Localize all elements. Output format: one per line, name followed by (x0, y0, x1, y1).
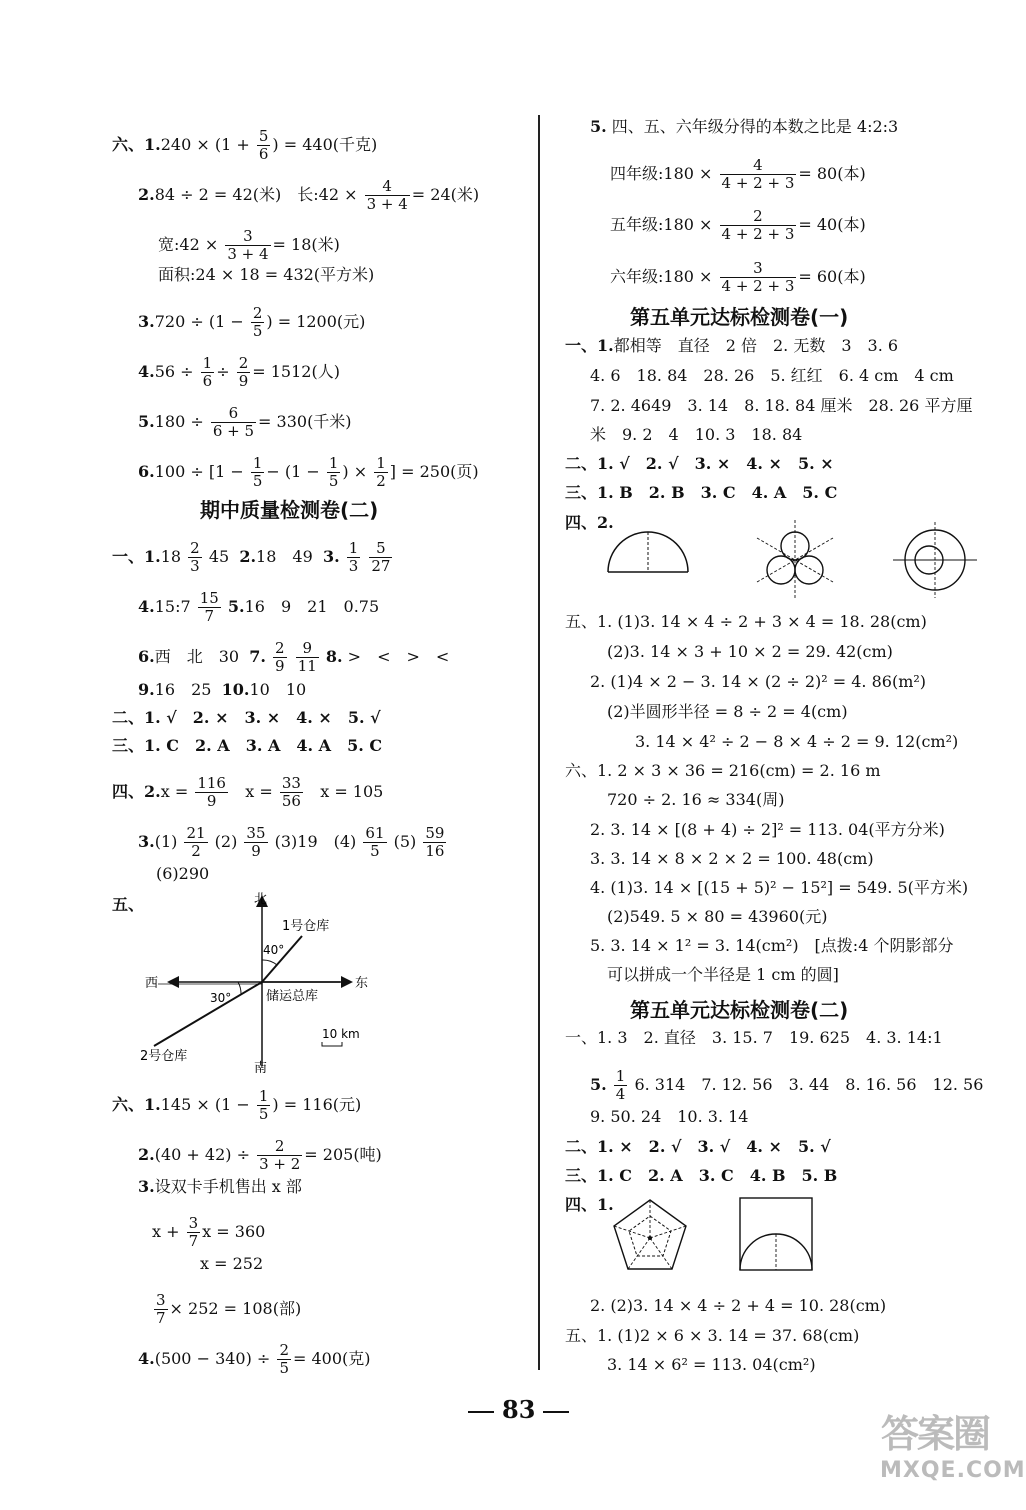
equation-line-2: x = 252 (200, 1254, 264, 1273)
unit5-1-wu2: 2. (1)4 × 2 − 3. 14 × (2 ÷ 2)² = 4. 86(m²) (590, 672, 927, 691)
fraction: $\frac{9}{11}$ (297, 639, 317, 675)
fraction: $\frac{1}{2}$ (376, 454, 386, 490)
unit5-1-liu2: 2. 3. 14 × [(8 + 4) ÷ 2]² = 113. 04(平方分米) (590, 820, 945, 839)
unit5-1-q7: 7. 2. 4649 3. 14 8. 18. 84 厘米 28. 26 平方厘 (590, 396, 973, 415)
answer-r5: 5. 四、五、六年级分得的本数之比是 4:2:3 (590, 117, 899, 136)
unit5-1-liu4: 4. (1)3. 14 × [(15 + 5)² − 15²] = 549. 5(平方米) (590, 878, 969, 897)
angle-30-label: 30° (210, 991, 232, 1005)
answer-1-1: 一、1.18 $\frac{2}{3}$ 45 2.18 49 3. $\frac{1}{3}$ $\frac{5}{27}$ (112, 539, 391, 575)
scale-bar (322, 1042, 342, 1046)
unit5-2-q1: 一、1. 3 2. 直径 3. 15. 7 19. 625 4. 3. 14:1 (565, 1028, 943, 1047)
fraction: $\frac{5}{27}$ (371, 539, 391, 575)
answer-1-6: 6.西 北 30 7. $\frac{2}{9}$ $\frac{9}{11}$ 8. > < > < (138, 639, 450, 675)
unit5-1-q1: 一、1.都相等 直径 2 倍 2. 无数 3 3. 6 (565, 336, 899, 355)
unit5-1-wu2c: 3. 14 × 4² ÷ 2 − 8 × 4 ÷ 2 = 9. 12(cm²) (635, 732, 959, 751)
east-label: 东 (355, 976, 369, 991)
fraction: $\frac{1}{5}$ (328, 454, 339, 490)
angle-40-label: 40° (263, 943, 285, 957)
unit5-1-section4: 四、2. (565, 513, 614, 532)
unit5-2-q9: 9. 50. 24 10. 3. 14 (590, 1107, 749, 1126)
pentagon-star-figure (614, 1200, 686, 1269)
fraction: $\frac{2}{5}$ (279, 1341, 289, 1377)
direction-map-diagram (140, 888, 380, 1076)
unit5-2-wu1b: 3. 14 × 6² = 113. 04(cm²) (607, 1355, 816, 1374)
unit5-2-q5: 5. $\frac{1}{4}$ 6. 314 7. 12. 56 3. 44 8. 16. 56 12. 56 (590, 1067, 984, 1103)
answer-4-3-6: (6)290 (156, 864, 210, 883)
answer-4-3: 3.(1) $\frac{21}{2}$ (2) $\frac{35}{9}$ (3)19 (4) $\frac{61}{5}$ (5) $\frac{59}{16}$ (138, 824, 445, 860)
fraction: $\frac{6}{6 + 5}$ (212, 404, 255, 440)
unit5-1-wu1: 五、1. (1)3. 14 × 4 ÷ 2 + 3 × 4 = 18. 28(cm) (565, 612, 927, 631)
answer-6-4b: 4.(500 − 340) ÷ $\frac{2}{5}$ = 400(克) (138, 1341, 371, 1377)
answer-6-4: 4.56 ÷ $\frac{1}{6}$ ÷ $\frac{2}{9}$ = 1512(人) (138, 354, 340, 390)
section-heading-unit5-2: 第五单元达标检测卷(二) (630, 998, 849, 1022)
fraction: $\frac{3}{3 + 4}$ (227, 227, 269, 263)
unit5-1-liu5b: 可以拼成一个半径是 1 cm 的圆] (607, 965, 839, 984)
section-heading-midterm: 期中质量检测卷(二) (200, 498, 379, 522)
fraction: $\frac{33}{56}$ (281, 774, 301, 810)
answer-6-1: 六、1.240 × (1 + $\frac{5}{6}$ ) = 440(千克) (112, 127, 378, 163)
concentric-circles-figure (893, 522, 977, 598)
fraction: $\frac{1}{5}$ (252, 454, 263, 490)
answer-2-judgement: 二、1. √ 2. × 3. × 4. × 5. √ (112, 708, 381, 727)
equation-line-3: $\frac{3}{7}$ × 252 = 108(部) (156, 1291, 302, 1327)
unit5-1-liu1b: 720 ÷ 2. 16 ≈ 334(周) (607, 790, 785, 809)
fraction: $\frac{2}{9}$ (238, 354, 249, 390)
section-5-label: 五、 (112, 895, 145, 914)
unit5-2-section4: 四、1. (565, 1195, 614, 1214)
fraction: $\frac{21}{2}$ (186, 824, 206, 860)
fraction: $\frac{1}{6}$ (202, 354, 213, 390)
column-divider (538, 115, 540, 1370)
fraction: $\frac{2}{9}$ (275, 639, 285, 675)
west-label: 西 (145, 976, 159, 991)
unit5-1-q8-cont: 米 9. 2 4 10. 3 18. 84 (590, 425, 803, 444)
grade4-calc: 四年级:180 × $\frac{4}{4 + 2 + 3}$ = 80(本) (610, 156, 866, 192)
answer-1-4: 4.15:7 $\frac{15}{7}$ 5.16 9 21 0.75 (138, 589, 380, 625)
answer-6-3b: 3.设双卡手机售出 x 部 (138, 1177, 302, 1196)
route-warehouse-2 (154, 982, 262, 1046)
unit5-2-si2: 2. (2)3. 14 × 4 ÷ 2 + 4 = 10. 28(cm) (590, 1296, 887, 1315)
section-heading-unit5-1: 第五单元达标检测卷(一) (630, 305, 849, 329)
fraction: $\frac{5}{6}$ (258, 127, 269, 163)
unit5-1-liu3: 3. 3. 14 × 8 × 2 × 2 = 100. 48(cm) (590, 849, 874, 868)
unit5-1-wu1b: (2)3. 14 × 3 + 10 × 2 = 29. 42(cm) (607, 642, 893, 661)
fraction: $\frac{1}{4}$ (615, 1067, 626, 1103)
fraction: $\frac{2}{5}$ (252, 304, 263, 340)
fraction: $\frac{116}{9}$ (197, 774, 226, 810)
fraction: $\frac{4}{3 + 4}$ (366, 177, 408, 213)
fraction: $\frac{61}{5}$ (365, 824, 385, 860)
unit5-1-liu4b: (2)549. 5 × 80 = 43960(元) (607, 907, 828, 926)
fraction: $\frac{3}{4 + 2 + 3}$ (721, 259, 795, 295)
answer-3-choice: 三、1. C 2. A 3. A 4. A 5. C (112, 736, 383, 755)
unit5-1-wu2b: (2)半圆形半径 = 8 ÷ 2 = 4(cm) (607, 702, 848, 721)
rectangle-semicircle-figure (740, 1198, 812, 1270)
unit5-2-wu1: 五、1. (1)2 × 6 × 3. 14 = 37. 68(cm) (565, 1326, 860, 1345)
fraction: $\frac{1}{5}$ (258, 1087, 269, 1123)
answer-6-2-area: 面积:24 × 18 = 432(平方米) (158, 265, 375, 284)
answer-6-1b: 六、1.145 × (1 − $\frac{1}{5}$ ) = 116(元) (112, 1087, 362, 1123)
unit5-1-judgement: 二、1. √ 2. √ 3. × 4. × 5. × (565, 454, 834, 473)
angle-40-arc (262, 960, 277, 965)
fraction: $\frac{4}{4 + 2 + 3}$ (721, 156, 795, 192)
unit5-2-choice: 三、1. C 2. A 3. C 4. B 5. B (565, 1166, 838, 1185)
page-number-dash-left (468, 1411, 494, 1413)
unit5-1-liu5: 5. 3. 14 × 1² = 3. 14(cm²) [点拨:4 个阴影部分 (590, 936, 954, 955)
three-circles-figure (757, 520, 833, 600)
fraction: $\frac{1}{3}$ (348, 539, 359, 575)
watermark-main: 答案圈 (880, 1412, 989, 1456)
fraction: $\frac{59}{16}$ (425, 824, 445, 860)
answer-6-2-width: 宽:42 × $\frac{3}{3 + 4}$ = 18(米) (158, 227, 340, 263)
site-watermark-logo (880, 1410, 1026, 1500)
answer-6-5: 5.180 ÷ $\frac{6}{6 + 5}$ = 330(千米) (138, 404, 352, 440)
unit5-2-judgement: 二、1. × 2. √ 3. √ 4. × 5. √ (565, 1137, 831, 1156)
answer-1-9: 9.16 25 10.10 10 (138, 680, 307, 699)
fraction: $\frac{15}{7}$ (199, 589, 219, 625)
center-depot-label: 储运总库 (266, 989, 319, 1004)
unit5-1-liu1: 六、1. 2 × 3 × 36 = 216(cm) = 2. 16 m (565, 761, 881, 780)
grade5-calc: 五年级:180 × $\frac{2}{4 + 2 + 3}$ = 40(本) (610, 207, 866, 243)
fraction: $\frac{3}{7}$ (156, 1291, 166, 1327)
fraction: $\frac{2}{4 + 2 + 3}$ (721, 207, 795, 243)
answer-6-2b: 2.(40 + 42) ÷ $\frac{2}{3 + 2}$ = 205(吨) (138, 1137, 382, 1173)
scale-label: 10 km (322, 1027, 360, 1041)
unit5-1-q4: 4. 6 18. 84 28. 26 5. 红红 6. 4 cm 4 cm (590, 366, 954, 385)
equation-line-1: x + $\frac{3}{7}$ x = 360 (152, 1214, 266, 1250)
fraction: $\frac{2}{3 + 2}$ (259, 1137, 301, 1173)
warehouse-1-label: 1号仓库 (282, 919, 330, 934)
warehouse-2-label: 2号仓库 (140, 1049, 188, 1064)
grade6-calc: 六年级:180 × $\frac{3}{4 + 2 + 3}$ = 60(本) (610, 259, 866, 295)
south-label: 南 (254, 1061, 268, 1076)
page-number: 83 (460, 1395, 577, 1424)
semicircle-figure (608, 532, 688, 572)
unit5-1-choice: 三、1. B 2. B 3. C 4. A 5. C (565, 483, 838, 502)
fraction: $\frac{35}{9}$ (246, 824, 266, 860)
watermark-sub: MXQE.COM (880, 1458, 1026, 1483)
north-label: 北 (254, 892, 268, 907)
unit5-2-figures (605, 1190, 855, 1285)
unit5-1-figures (600, 520, 980, 610)
fraction: $\frac{2}{3}$ (190, 539, 200, 575)
answer-6-6: 6.100 ÷ [1 − $\frac{1}{5}$ − (1 − $\frac{1}{5}$ ) × $\frac{1}{2}$ ] = 250(页) (138, 454, 479, 490)
answer-4-2: 四、2.x = $\frac{116}{9}$ x = $\frac{33}{56}$ x = 105 (112, 774, 384, 810)
fraction: $\frac{3}{7}$ (188, 1214, 199, 1250)
answer-6-3: 3.720 ÷ (1 − $\frac{2}{5}$ ) = 1200(元) (138, 304, 366, 340)
answer-6-2: 2.84 ÷ 2 = 42(米) 长:42 × $\frac{4}{3 + 4}$ = 24(米) (138, 177, 480, 213)
page-number-dash-right (543, 1411, 569, 1413)
